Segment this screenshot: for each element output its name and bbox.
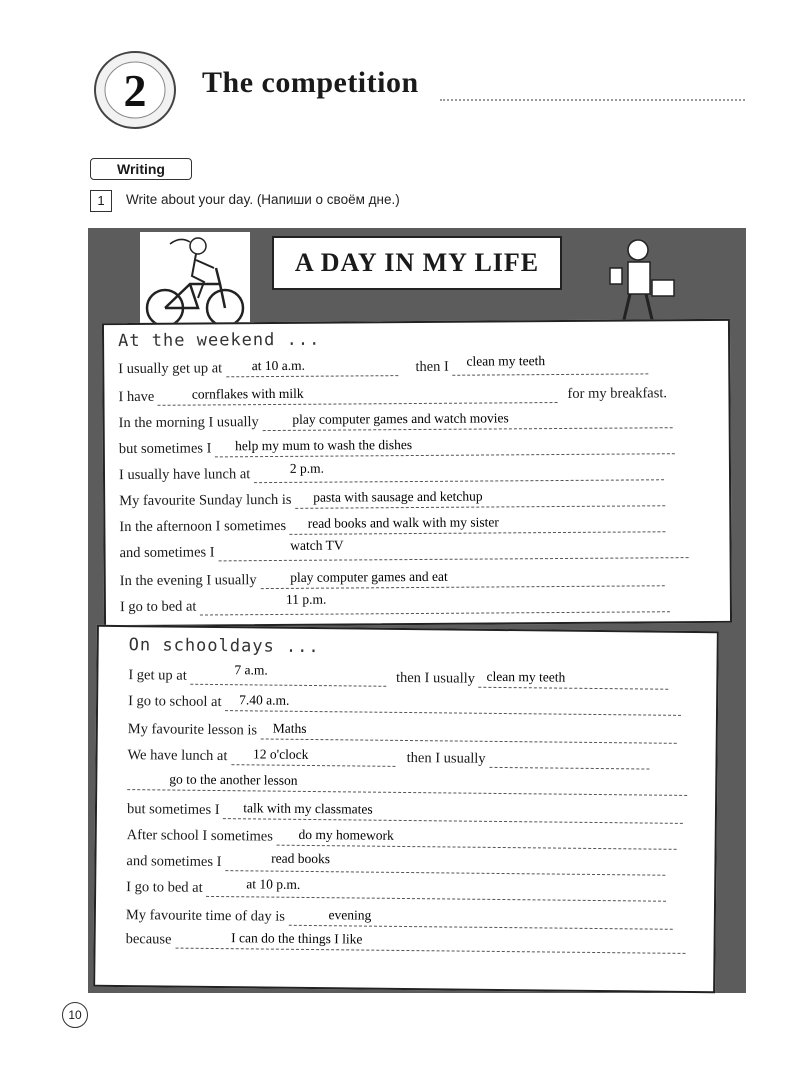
answer-blank[interactable]: read books and walk with my sister xyxy=(290,513,666,535)
answer-blank[interactable]: at 10 a.m. xyxy=(226,357,398,377)
answer-blank[interactable]: Maths xyxy=(261,720,677,743)
school-line-3: My favourite lesson is Maths xyxy=(128,719,677,747)
weekend-line-9: In the evening I usually play computer games and eat xyxy=(120,567,665,593)
school-line-2: I go to school at 7.40 a.m. xyxy=(128,691,681,719)
school-line-7: After school I sometimes do my homework xyxy=(127,825,677,853)
answer-blank[interactable]: watch TV xyxy=(218,539,688,561)
weekend-line-8: and sometimes I watch TV xyxy=(119,539,688,565)
answer-blank[interactable]: talk with my classmates xyxy=(223,800,683,824)
answer-blank[interactable]: 7 a.m. xyxy=(190,666,386,687)
weekend-line-4: but sometimes I help my mum to wash the dishes xyxy=(119,435,675,461)
weekend-line-3: In the morning I usually play computer games and watch movies xyxy=(119,409,673,435)
school-line-9: I go to bed at at 10 p.m. xyxy=(126,877,666,905)
answer-blank[interactable]: 11 p.m. xyxy=(200,593,670,615)
answer-blank[interactable]: clean my teeth xyxy=(452,355,648,375)
board-title: A DAY IN MY LIFE xyxy=(272,236,562,290)
weekend-heading: At the weekend ... xyxy=(118,329,321,352)
unit-badge xyxy=(92,46,178,130)
weekend-panel xyxy=(102,319,732,627)
unit-number: 2 xyxy=(123,65,147,116)
school-line-4: We have lunch at 12 o'clock then I usually xyxy=(127,745,649,772)
weekend-line-1: I usually get up at at 10 a.m. then I clean my teeth xyxy=(118,355,648,381)
page-number: 10 xyxy=(62,1002,88,1028)
answer-blank[interactable]: clean my teeth xyxy=(478,669,668,690)
school-line-1: I get up at 7 a.m. then I usually clean my teeth xyxy=(128,665,668,693)
answer-blank[interactable]: cornflakes with milk xyxy=(158,384,558,406)
answer-blank[interactable]: pasta with sausage and ketchup xyxy=(295,487,665,509)
weekend-line-7: In the afternoon I sometimes read books and walk with my sister xyxy=(119,513,665,539)
answer-blank[interactable]: do my homework xyxy=(276,827,676,850)
answer-blank[interactable]: evening xyxy=(288,907,672,930)
answer-blank[interactable]: 12 o'clock xyxy=(231,746,395,767)
exercise-instruction: Write about your day. (Напиши о своём дне.) xyxy=(126,192,400,207)
answer-blank[interactable]: I can do the things I like xyxy=(175,930,685,954)
weekend-line-6: My favourite Sunday lunch is pasta with sausage and ketchup xyxy=(119,487,665,513)
answer-blank[interactable] xyxy=(489,749,649,770)
schooldays-heading: On schooldays ... xyxy=(128,635,320,658)
page-title: The competition xyxy=(202,66,419,99)
girl-on-bike-icon xyxy=(140,232,250,330)
school-line-8: and sometimes I read books xyxy=(126,851,665,879)
answer-blank[interactable]: play computer games and eat xyxy=(260,567,664,589)
title-rule xyxy=(440,99,745,101)
weekend-line-2: I have cornflakes with milk for my breakfast. xyxy=(118,385,668,406)
school-line-10: My favourite time of day is evening xyxy=(126,905,673,933)
answer-blank[interactable]: read books xyxy=(225,852,665,876)
school-line-5 xyxy=(127,771,687,799)
answer-blank[interactable]: 2 p.m. xyxy=(254,461,664,483)
answer-blank[interactable]: play computer games and watch movies xyxy=(262,409,672,431)
answer-blank[interactable]: at 10 p.m. xyxy=(206,878,666,902)
school-line-6: but sometimes I talk with my classmates xyxy=(127,799,683,827)
weekend-line-5: I usually have lunch at 2 p.m. xyxy=(119,461,664,487)
schooldays-panel xyxy=(93,625,719,993)
exercise-number: 1 xyxy=(90,190,112,212)
answer-blank[interactable]: 7.40 a.m. xyxy=(225,692,681,716)
weekend-line-10: I go to bed at 11 p.m. xyxy=(120,593,670,619)
answer-blank[interactable]: go to the another lesson xyxy=(127,771,687,796)
school-line-11: because I can do the things I like xyxy=(125,929,685,957)
section-label: Writing xyxy=(90,158,192,180)
answer-blank[interactable]: help my mum to wash the dishes xyxy=(215,435,675,457)
